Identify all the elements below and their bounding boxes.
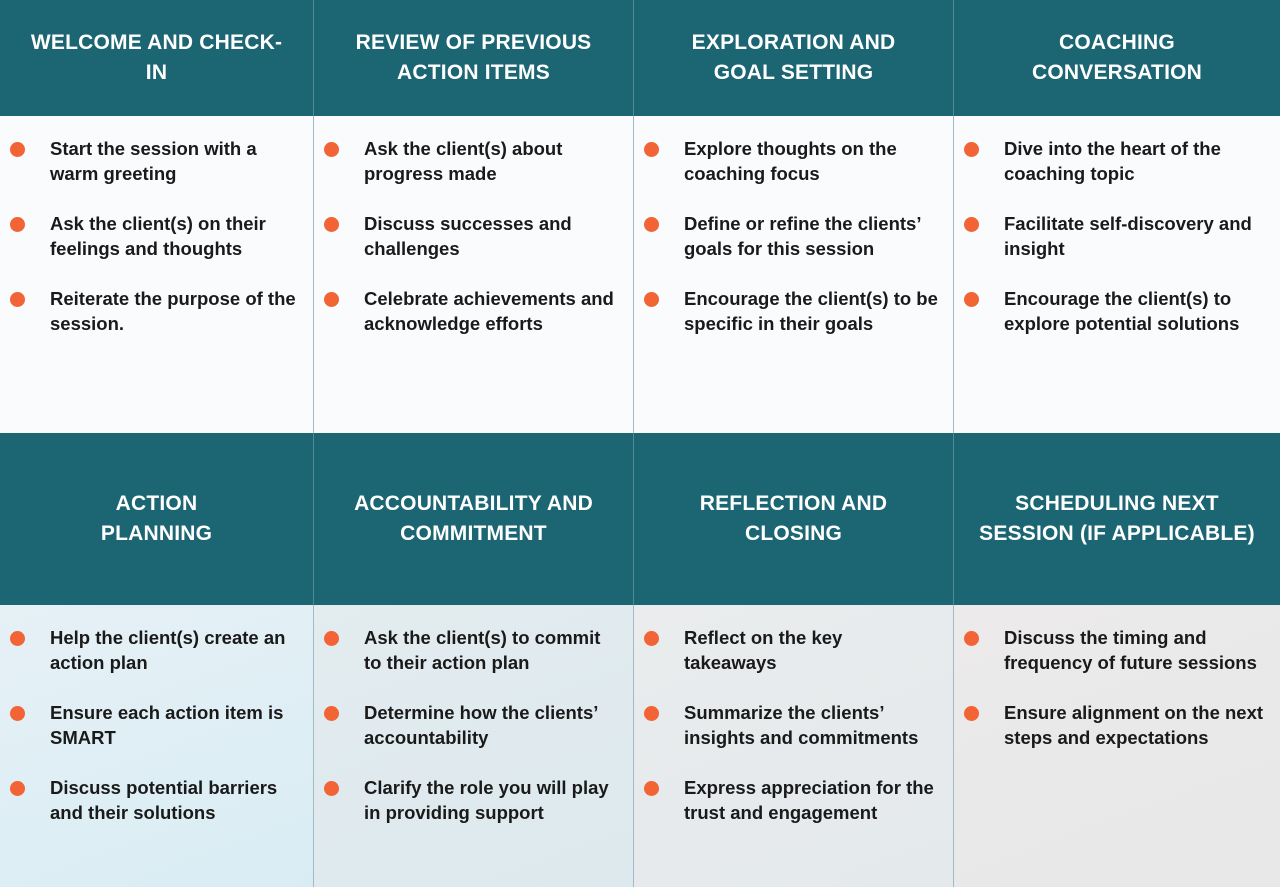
list-item-text: Celebrate achievements and acknowledge efforts	[364, 288, 614, 334]
list-item	[964, 625, 1266, 675]
bullet-dot-icon	[324, 142, 339, 157]
section-header-accountability	[314, 433, 634, 605]
list-item-text: Ask the client(s) on their feelings and thoughts	[50, 213, 266, 259]
list-item	[324, 775, 619, 825]
section-title-line: EXPLORATION AND	[691, 31, 896, 54]
section-title-line: CONVERSATION	[1031, 61, 1203, 84]
section-title-line: COACHING	[1059, 31, 1175, 54]
list-item-text: Encourage the client(s) to explore potential solutions	[1004, 288, 1240, 334]
bullet-list	[644, 136, 939, 336]
list-item	[964, 286, 1266, 336]
list-item	[10, 211, 299, 261]
bullet-list	[324, 625, 619, 825]
section-title-line: REVIEW OF PREVIOUS	[355, 31, 592, 54]
bullet-dot-icon	[964, 706, 979, 721]
bullet-dot-icon	[964, 292, 979, 307]
list-item	[324, 700, 619, 750]
list-item-text: Discuss potential barriers and their solutions	[50, 777, 278, 823]
section-body-accountability	[314, 605, 634, 887]
section-header-review	[314, 0, 634, 116]
section-title-line: ACCOUNTABILITY AND	[354, 492, 593, 515]
bullet-dot-icon	[964, 631, 979, 646]
section-header-reflection	[634, 433, 954, 605]
list-item	[644, 136, 939, 186]
bullet-list	[10, 625, 299, 825]
section-title-line: ACTION ITEMS	[397, 61, 550, 84]
bullet-dot-icon	[10, 217, 25, 232]
section-body-reflection	[634, 605, 954, 887]
bullet-dot-icon	[644, 142, 659, 157]
section-title-line: COMMITMENT	[400, 522, 547, 545]
bullet-list	[964, 136, 1266, 336]
bullet-list	[964, 625, 1266, 750]
bullet-dot-icon	[324, 631, 339, 646]
list-item	[10, 286, 299, 336]
bullet-dot-icon	[644, 631, 659, 646]
list-item-text: Discuss the timing and frequency of future sessions	[1004, 627, 1257, 673]
list-item-text: Clarify the role you will play in providing support	[364, 777, 609, 823]
bullet-dot-icon	[324, 781, 339, 796]
section-title-line: GOAL SETTING	[713, 61, 874, 84]
bullet-dot-icon	[10, 781, 25, 796]
list-item-text: Determine how the clients’ accountability	[364, 702, 598, 748]
section-title-line: REFLECTION AND	[699, 492, 888, 515]
bullet-dot-icon	[324, 706, 339, 721]
list-item	[10, 625, 299, 675]
bullet-dot-icon	[644, 781, 659, 796]
list-item-text: Define or refine the clients’ goals for this session	[684, 213, 921, 259]
list-item	[324, 286, 619, 336]
list-item	[10, 775, 299, 825]
list-item	[964, 136, 1266, 186]
list-item-text: Ensure each action item is SMART	[50, 702, 284, 748]
section-body-scheduling	[954, 605, 1280, 887]
section-header-coaching	[954, 0, 1280, 116]
list-item-text: Help the client(s) create an action plan	[50, 627, 286, 673]
bullet-dot-icon	[10, 292, 25, 307]
bullet-dot-icon	[10, 142, 25, 157]
bullet-dot-icon	[644, 292, 659, 307]
list-item	[324, 625, 619, 675]
bullet-dot-icon	[964, 142, 979, 157]
section-body-action-planning	[0, 605, 314, 887]
bullet-dot-icon	[644, 217, 659, 232]
bullet-dot-icon	[324, 292, 339, 307]
list-item-text: Express appreciation for the trust and engagement	[684, 777, 934, 823]
list-item	[10, 700, 299, 750]
section-body-exploration	[634, 116, 954, 433]
bullet-dot-icon	[10, 706, 25, 721]
bullet-list	[644, 625, 939, 825]
section-header-scheduling	[954, 433, 1280, 605]
section-title-line: SESSION (IF APPLICABLE)	[979, 522, 1255, 545]
section-body-welcome	[0, 116, 314, 433]
bullet-dot-icon	[10, 631, 25, 646]
bullet-list	[324, 136, 619, 336]
bullet-dot-icon	[964, 217, 979, 232]
list-item-text: Summarize the clients’ insights and commitments	[684, 702, 919, 748]
section-body-coaching	[954, 116, 1280, 433]
list-item-text: Reflect on the key takeaways	[684, 627, 843, 673]
section-title-line: IN	[145, 61, 168, 84]
list-item	[10, 136, 299, 186]
list-item-text: Ask the client(s) to commit to their action plan	[364, 627, 601, 673]
list-item-text: Reiterate the purpose of the session.	[50, 288, 296, 334]
section-header-welcome	[0, 0, 314, 116]
list-item-text: Facilitate self-discovery and insight	[1004, 213, 1252, 259]
section-title-line: ACTION	[115, 492, 198, 515]
section-title-line: WELCOME AND CHECK-	[30, 31, 283, 54]
list-item	[644, 625, 939, 675]
section-header-action-planning	[0, 433, 314, 605]
list-item	[324, 136, 619, 186]
bullet-dot-icon	[324, 217, 339, 232]
section-body-review	[314, 116, 634, 433]
list-item-text: Ask the client(s) about progress made	[364, 138, 563, 184]
list-item	[644, 775, 939, 825]
list-item	[644, 286, 939, 336]
list-item-text: Encourage the client(s) to be specific in their goals	[684, 288, 938, 334]
list-item-text: Start the session with a warm greeting	[50, 138, 257, 184]
list-item-text: Discuss successes and challenges	[364, 213, 572, 259]
list-item	[964, 211, 1266, 261]
list-item-text: Dive into the heart of the coaching topic	[1004, 138, 1221, 184]
list-item-text: Ensure alignment on the next steps and expectations	[1004, 702, 1264, 748]
section-header-exploration	[634, 0, 954, 116]
list-item	[644, 700, 939, 750]
section-title-line: CLOSING	[744, 522, 843, 545]
bullet-list	[10, 136, 299, 336]
list-item	[324, 211, 619, 261]
list-item	[964, 700, 1266, 750]
list-item	[644, 211, 939, 261]
section-title-line: SCHEDULING NEXT	[1015, 492, 1219, 515]
list-item-text: Explore thoughts on the coaching focus	[684, 138, 897, 184]
bullet-dot-icon	[644, 706, 659, 721]
section-title-line: PLANNING	[100, 522, 213, 545]
